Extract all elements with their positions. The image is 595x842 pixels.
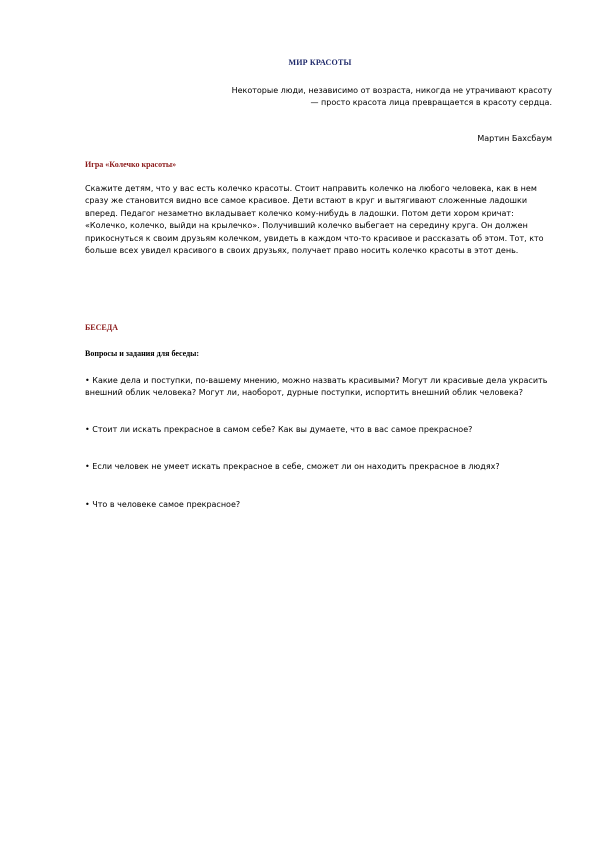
question-item: • Стоит ли искать прекрасное в самом себе? Как вы думаете, что в вас самое прекрасное? [85, 425, 473, 434]
questions-subheading: Вопросы и задания для беседы: [85, 349, 200, 358]
question-item: • Если человек не умеет искать прекрасное в себе, сможет ли он находить прекрасное в людях? [85, 462, 500, 471]
question-item: • Какие дела и поступки, по-вашему мнению, можно назвать красивыми? Могут ли красивые дела украсить внешний облик человека? Могут ли, наоборот, дурные поступки, испортить внешний облик человека? [85, 376, 548, 398]
talk-heading: БЕСЕДА [85, 323, 119, 332]
game-heading: Игра «Колечко красоты» [85, 160, 177, 169]
question-item: • Что в человеке самое прекрасное? [85, 500, 241, 509]
epigraph-quote: Некоторые люди, независимо от возраста, никогда не утрачивают красоту — просто красота лица превращается в красоту сердца. [231, 86, 552, 107]
document-title: МИР КРАСОТЫ [288, 58, 352, 67]
epigraph-author: Мартин Бахсбаум [477, 134, 552, 143]
game-description: Скажите детям, что у вас есть колечко красоты. Стоит направить колечко на любого человека, как в нем сразу же становится видно все самое красивое. Дети встают в круг и вытягивают сложенные ладошки вперед. Педагог незаметно вкладывает колечко кому-нибудь в ладошки. Потом дети хором кричат: «Колечко, колечко, выйди на крылечко». Получивший колечко выбегает на середину круга. Он должен прикоснуться к своим друзьям колечком, увидеть в каждом что-то красивое и рассказать об этом. Тот, кто больше всех увидел красивого в своих друзьях, получает право носить колечко красоты в этот день. [85, 184, 544, 256]
